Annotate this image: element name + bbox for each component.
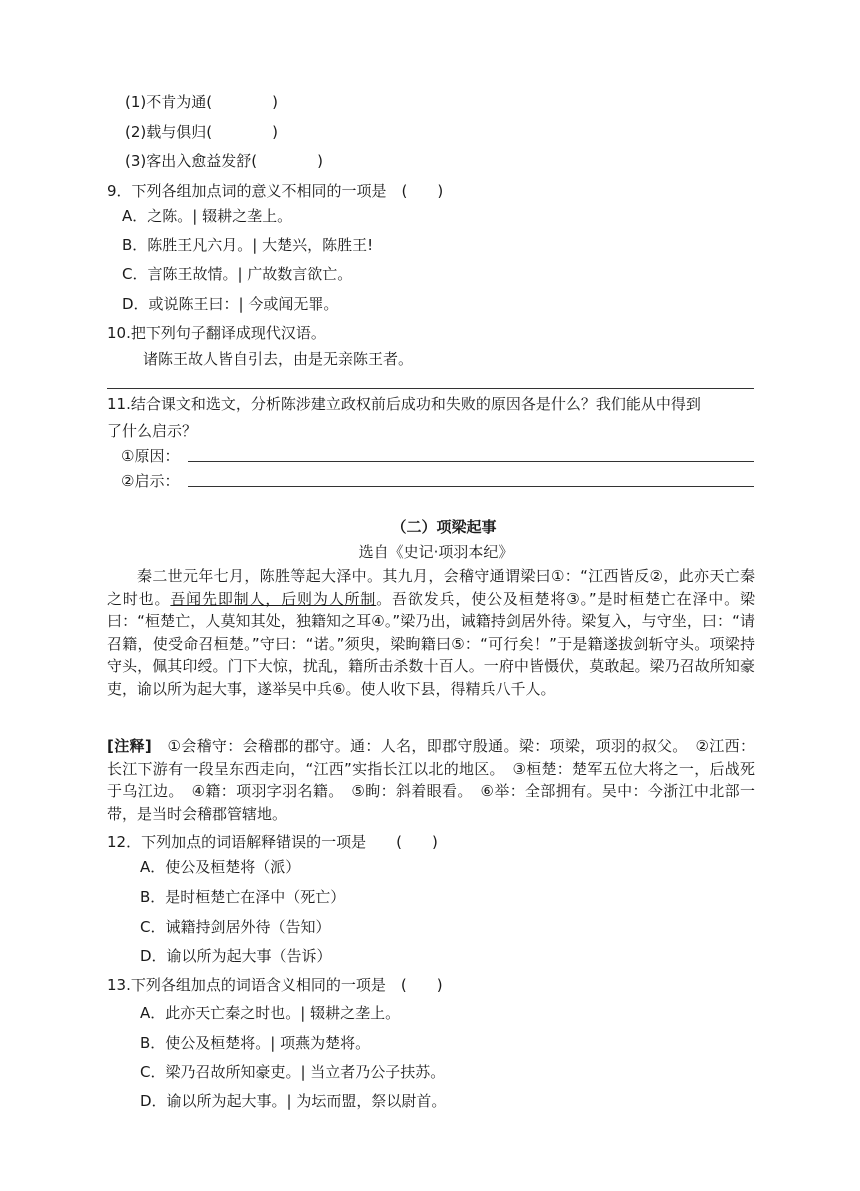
notes-text: ①会稽守：会稽郡的郡守。通：人名，即郡守殷通。梁：项梁，项羽的叔父。 ②江西：长江下游有一段呈东西走向，“江西”实指长江以北的地区。 ③桓楚：楚军五位大将之一，后战死于乌江边。 ④籍：项羽字羽名籍。 ⑤眴：斜着眼看。 ⑥举：全部拥有。吴中：今浙江中北部一带，是当时会稽郡管辖地。: [107, 737, 755, 823]
q13-option-a: A．此亦天亡秦之时也。| 辍耕之垄上。: [140, 1004, 401, 1022]
q13-option-d: D．谕以所为起大事。| 为坛而盟，祭以尉首。: [140, 1092, 447, 1110]
insight-label: ②启示：: [121, 472, 180, 490]
q12-option-c: C．诫籍持剑居外待（告知）: [140, 918, 331, 936]
q10-stem: 10.把下列句子翻译成现代汉语。: [107, 324, 326, 342]
notes: [107, 735, 755, 825]
q12-stem: 12．下列加点的词语解释错误的一项是 ( ): [107, 833, 438, 851]
item-3: (3)客出入愈益发舒( ): [125, 152, 323, 170]
q13-stem: 13.下列各组加点的词语含义相同的一项是 ( ): [107, 976, 443, 994]
q12-option-d: D．谕以所为起大事（告诉）: [140, 947, 332, 965]
q13-option-b: B．使公及桓楚将。| 项燕为楚将。: [140, 1034, 371, 1052]
reason-answer-line[interactable]: [188, 461, 754, 462]
passage-underlined: 吾闻先即制人，后则为人所制: [170, 589, 377, 608]
reason-label: ①原因：: [121, 447, 180, 465]
q11-stem-line2: 了什么启示？: [107, 422, 198, 440]
q12-option-a: A．使公及桓楚将（派）: [140, 858, 301, 876]
q10-sentence: 诸陈王故人皆自引去，由是无亲陈王者。: [143, 350, 414, 368]
notes-label: [注释]: [107, 737, 152, 755]
item-1: (1)不肯为通( ): [125, 93, 278, 111]
passage: [107, 565, 755, 701]
passage-text-before: 秦二世元年七月，陈胜等起大泽中。其九月，会稽守通谓梁曰①：“江西皆反②，此亦天亡秦之时也。: [107, 567, 755, 608]
q13-option-c: C．梁乃召故所知豪吏。| 当立者乃公子扶苏。: [140, 1063, 446, 1081]
q9-option-d: D．或说陈王曰：| 今或闻无罪。: [122, 295, 339, 313]
item-2: (2)载与俱归( ): [125, 123, 278, 141]
q9-option-b: B．陈胜王凡六月。| 大楚兴，陈胜王!: [122, 236, 374, 254]
q11-stem-line1: 11.结合课文和选文，分析陈涉建立政权前后成功和失败的原因各是什么？我们能从中得到: [107, 395, 701, 413]
insight-answer-line[interactable]: [188, 486, 754, 487]
passage-text-after: 。吾欲发兵，使公及桓楚将③。”是时桓楚亡在泽中。梁曰：“桓楚亡，人莫知其处，独籍知之耳④。”梁乃出，诫籍持剑居外待。梁复入，与守坐，曰：“请召籍，使受命召桓楚。”守曰：“诺。”须臾，梁眴籍曰⑤：“可行矣！”于是籍遂拔剑斩守头。项梁持守头，佩其印绶。门下大惊，扰乱，籍所击杀数十百人。一府中皆慑伏，莫敢起。梁乃召故所知豪吏，谕以所为起大事，遂举吴中兵⑥。使人收下县，得精兵八千人。: [107, 589, 755, 698]
q9-stem: 9．下列各组加点词的意义不相同的一项是 ( ): [107, 182, 444, 200]
answer-line[interactable]: [107, 388, 754, 389]
q9-option-c: C．言陈王故情。| 广故数言欲亡。: [122, 265, 353, 283]
section-source: 选自《史记·项羽本纪》: [358, 543, 514, 561]
q12-option-b: B．是时桓楚亡在泽中（死亡）: [140, 888, 346, 906]
q9-option-a: A．之陈。| 辍耕之垄上。: [122, 207, 293, 225]
section-title: （二）项梁起事: [391, 518, 497, 536]
